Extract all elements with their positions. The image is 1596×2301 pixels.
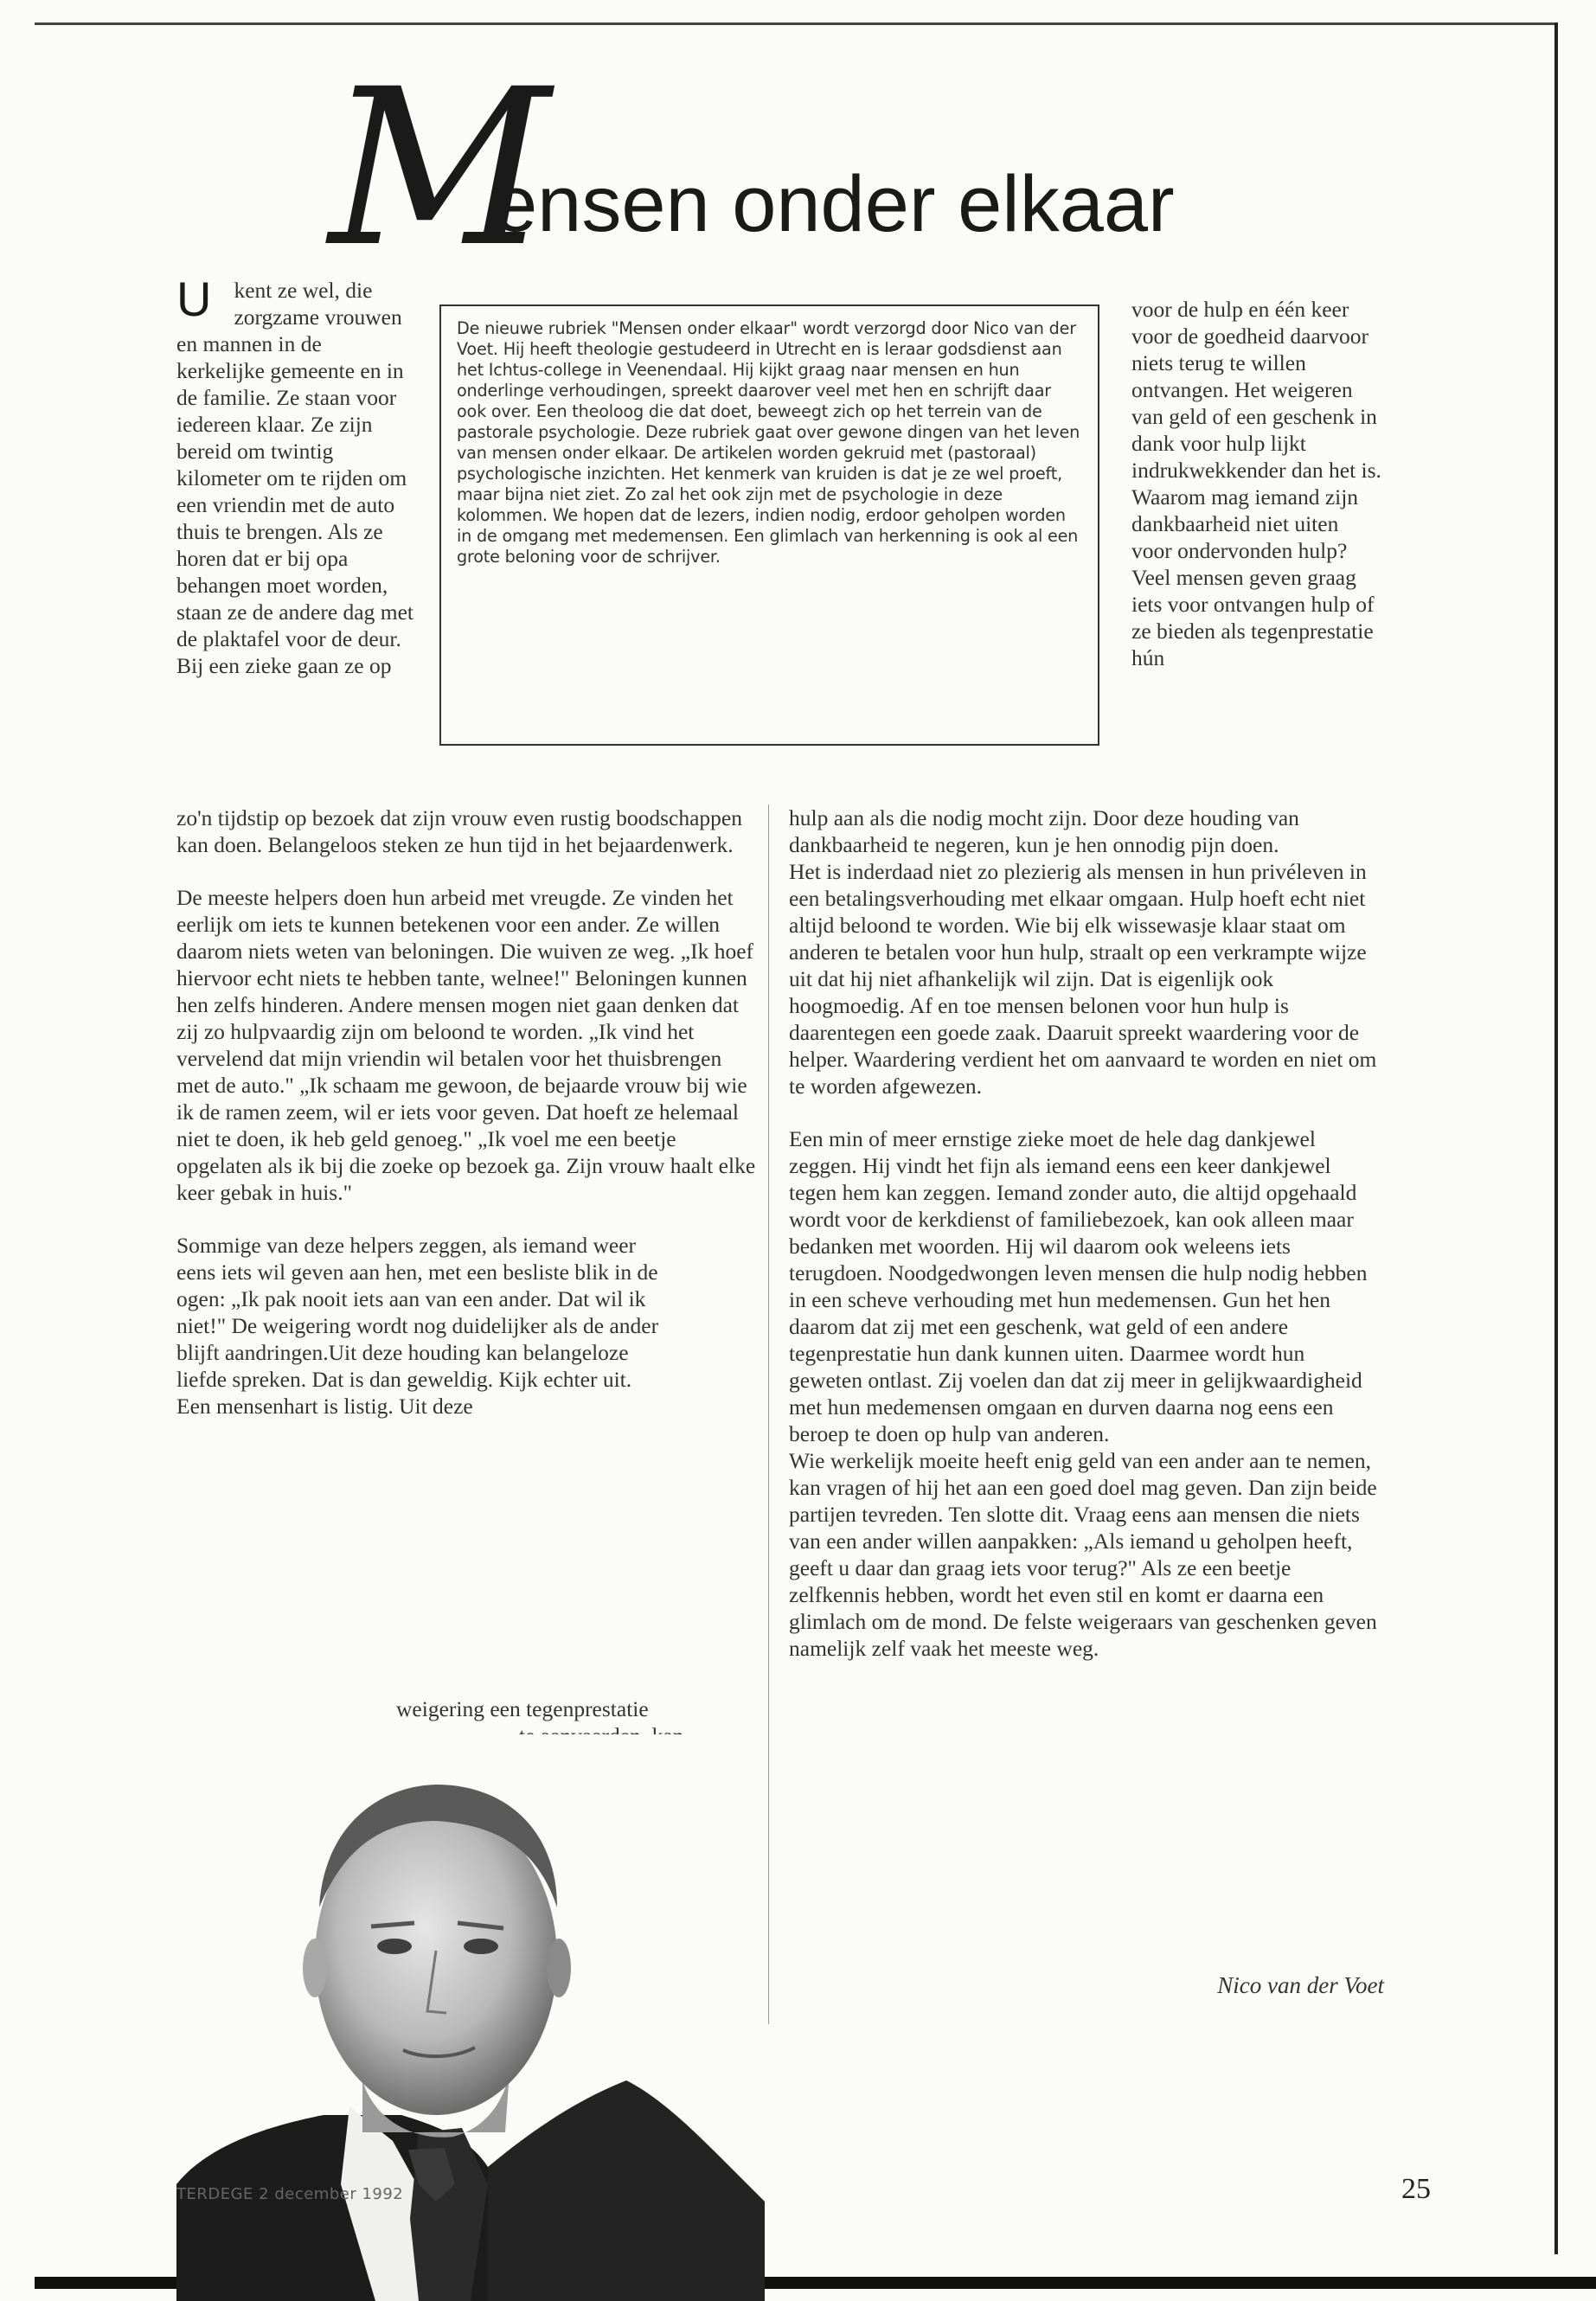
- title-text: ensen onder elkaar: [493, 160, 1175, 248]
- drop-cap: U: [176, 272, 212, 326]
- right-top-text: voor de hulp en één keer voor de goedheid daarvoor niets terug te willen ontvangen. Het weigeren van geld of een geschenk in dank voor hulp lijkt indrukwekkender dan het is. Waarom mag iemand zijn dankbaarheid niet uiten voor ondervonden hulp? Veel mensen geven graag iets voor ontvangen hulp of ze bieden als tegenprestatie hún: [1131, 297, 1381, 670]
- intro-lead: kent ze wel, die zorgzame vrouwen en mannen in de kerkelijke gemeente en in de familie. Ze staan voor iedereen klaar. Ze zijn bereid om twintig kilometer om te rijden om een vriendin met de auto thuis te brengen. Als ze horen dat er bij opa behangen moet worden, staan ze de andere dag met de plaktafel voor de deur. Bij een zieke gaan ze op: [176, 278, 413, 678]
- left-main-column: [176, 804, 758, 1445]
- right-paragraph-1: hulp aan als die nodig mocht zijn. Door deze houding van dankbaarheid te negeren, kun je hen onnodig pijn doen.: [789, 805, 1299, 857]
- right-paragraph-4: Wie werkelijk moeite heeft enig geld van een ander aan te nemen, kan vragen of hij het aan een goed doel mag geven. Dan zijn beide partijen tevreden. Ten slotte dit. Vraag eens aan mensen die niets van een ander willen aanpakken: „Als iemand u geholpen heeft, geeft u daar dan graag iets voor terug?" Als ze een beetje zelfkennis hebben, wordt het even stil en komt er daarna een glimlach om de mond. De felste weigeraars van geschenken geven namelijk zelf vaak het meeste weg.: [789, 1448, 1377, 1661]
- left-paragraph-1: De meeste helpers doen hun arbeid met vreugde. Ze vinden het eerlijk om iets te kunnen betekenen voor een ander. Ze willen daarom niets weten van beloningen. Die wuiven ze weg. „Ik hoef hiervoor echt niets te hebben tante, welnee!" Beloningen kunnen hen zelfs hinderen. Andere mensen mogen niet gaan denken dat zij zo hulpvaardig zijn om beloond te worden. „Ik vind het vervelend dat mijn vriendin wil betalen voor het thuisbrengen met de auto." „Ik schaam me gewoon, de bejaarde vrouw bij wie ik de ramen zeem, wil er iets voor geven. Dat hoeft ze helemaal niet te doen, ik heb geld genoeg." „Ik voel me een beetje opgelaten als ik bij die zoeke op bezoek ga. Zijn vrouw haalt elke keer gebak in huis.": [176, 885, 756, 1205]
- info-box-text: De nieuwe rubriek "Mensen onder elkaar" wordt verzorgd door Nico van der Voet. Hij heeft theologie gestudeerd in Utrecht en is leraar godsdienst aan het Ichtus-college in Veenendaal. Hij kijkt graag naar mensen en hun onderlinge verhoudingen, spreekt daarover veel met hen en schrijft daar ook over. Een theoloog die dat doet, beweegt zich op het terrein van de pastorale psychologie. Deze rubriek gaat over gewone dingen van het leven van mensen onder elkaar. De artikelen worden gekruid met (pastoraal) psychologische inzichten. Het kenmerk van kruiden is dat je ze wel proeft, maar bijna niet ziet. Zo zal het ook zijn met de psychologie in deze kolommen. We hopen dat de lezers, indien nodig, erdoor geholpen worden in de omgang met medemensen. Een glimlach van herkenning is ook al een grote beloning voor de schrijver.: [457, 318, 1080, 567]
- left-paragraph-2: Sommige van deze helpers zeggen, als iemand weer eens iets wil geven aan hen, met een besliste blik in de ogen: „Ik pak nooit iets aan van een ander. Dat wil ik niet!" De weigering wordt nog duidelijker als de ander blijft aandringen.Uit deze houding kan belangeloze liefde spreken. Dat is dan geweldig. Kijk echter uit. Een mensenhart is listig. Uit deze: [176, 1233, 659, 1419]
- intro-continuation: zo'n tijdstip op bezoek dat zijn vrouw even rustig boodschappen kan doen. Belangeloos steken ze hun tijd in het bejaardenwerk.: [176, 805, 742, 857]
- publication-footer: TERDEGE 2 december 1992: [176, 2185, 404, 2203]
- title-initial: M: [329, 42, 542, 294]
- right-paragraph-2: Het is inderdaad niet zo plezierig als mensen in hun privéleven in een betalingsverhouding met elkaar omgaan. Hulp hoeft echt niet altijd beloond te worden. Wie bij elk wissewasje klaar staat om anderen te betalen voor hun hulp, straalt op een verkrampte wijze uit dat hij niet afhankelijk wil zijn. Dat is eigenlijk ook hoogmoedig. Af en toe mensen belonen voor hun hulp is daarentegen een goede zaak. Daaruit spreekt waardering voor de helper. Waardering verdient het om aanvaard te worden en niet om te worden afgewezen.: [789, 859, 1377, 1099]
- article-title: [329, 42, 1367, 294]
- author-signature: Nico van der Voet: [1217, 1972, 1384, 1998]
- right-top-column: [1131, 296, 1382, 671]
- right-main-column: [789, 804, 1377, 1688]
- column-divider: [768, 804, 769, 2024]
- info-box: [439, 304, 1099, 746]
- author-portrait: [176, 1734, 765, 2301]
- intro-column: [176, 272, 415, 679]
- right-paragraph-3: Een min of meer ernstige zieke moet de hele dag dankjewel zeggen. Hij vindt het fijn als iemand eens een keer dankjewel tegen hem kan zeggen. Iemand zonder auto, die altijd opgehaald wordt voor de kerkdienst of familiebezoek, kan ook alleen maar bedanken met woorden. Hij wil daarom ook weleens iets terugdoen. Noodgedwongen leven mensen die hulp nodig hebben in een scheve verhouding met hun medemensen. Gun het hen daarom dat zij met een geschenk, wat geld of een andere tegenprestatie hun dank kunnen uiten. Daarmee wordt hun geweten ontlast. Zij voelen dan dat zij meer in gelijkwaardigheid met hun medemensen omgaan en durven daarna nog eens een beroep te doen op hulp van anderen.: [789, 1126, 1368, 1446]
- right-rule: [1554, 22, 1558, 2254]
- page-number: 25: [1401, 2173, 1431, 2205]
- wrap-line: weigering een tegenprestatie: [396, 1696, 649, 1721]
- top-rule: [35, 22, 1557, 25]
